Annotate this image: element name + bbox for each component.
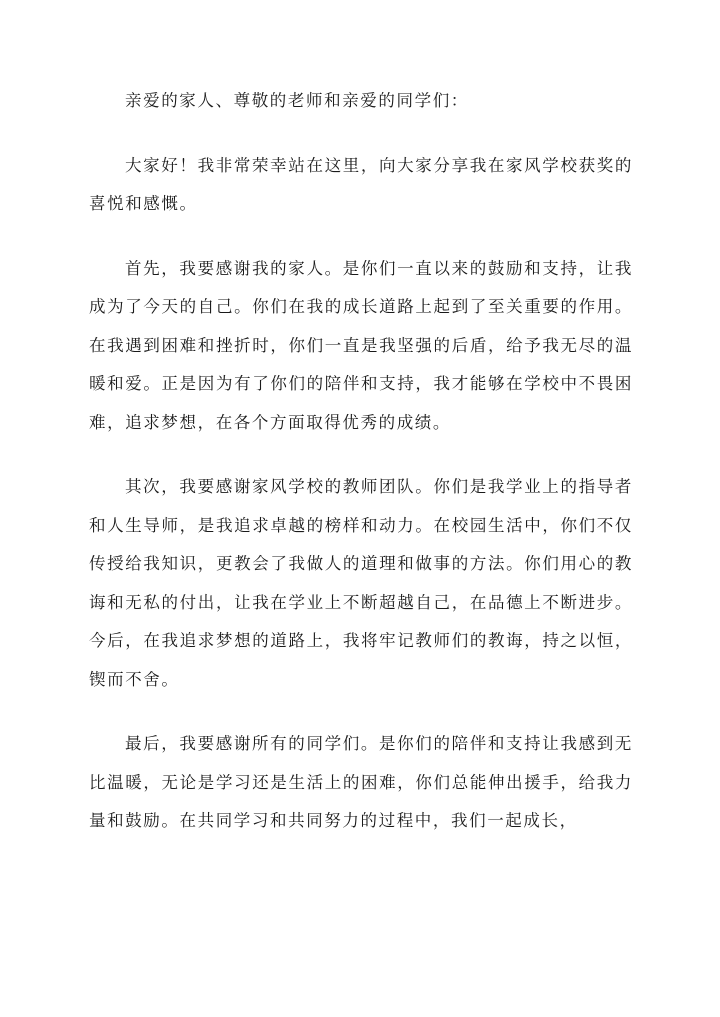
document-body	[89, 82, 633, 867]
salutation: 亲爱的家人、尊敬的老师和亲爱的同学们：	[125, 91, 469, 110]
teachers-thanks-paragraph: 其次，我要感谢家风学校的教师团队。你们是我学业上的指导者和人生导师，是我追求卓越的榜样和动力。在校园生活中，你们不仅传授给我知识，更教会了我做人的道理和做事的方法。你们用心的教诲和无私的付出，让我在学业上不断超越自己，在品德上不断进步。今后，在我追求梦想的道路上，我将牢记教师们的教诲，持之以恒，锲而不舍。	[89, 477, 633, 689]
family-thanks-paragraph: 首先，我要感谢我的家人。是你们一直以来的鼓励和支持，让我成为了今天的自己。你们在我的成长道路上起到了至关重要的作用。在我遇到困难和挫折时，你们一直是我坚强的后盾，给予我无尽的温暖和爱。正是因为有了你们的陪伴和支持，我才能够在学校中不畏困难，追求梦想，在各个方面取得优秀的成绩。	[89, 258, 633, 432]
classmates-thanks-paragraph: 最后，我要感谢所有的同学们。是你们的陪伴和支持让我感到无比温暖，无论是学习还是生活上的困难，你们总能伸出援手，给我力量和鼓励。在共同学习和共同努力的过程中，我们一起成长，	[89, 734, 633, 830]
greeting-paragraph: 大家好！我非常荣幸站在这里，向大家分享我在家风学校获奖的喜悦和感慨。	[89, 155, 633, 213]
